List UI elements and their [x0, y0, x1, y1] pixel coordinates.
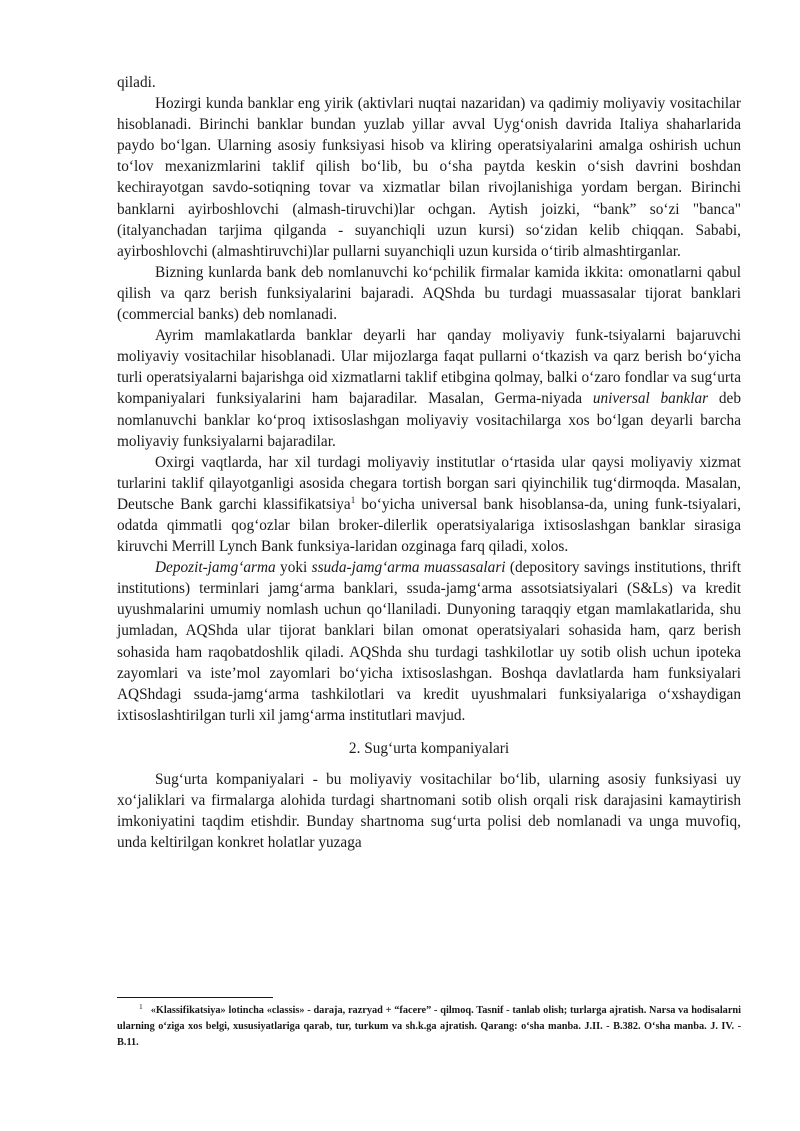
paragraph	[117, 72, 741, 93]
footnote-text: «Klassifikatsiya» lotincha «classis» - daraja, razryad + “facere” - qilmoq. Tasnif - tanlab olish; turlarga ajratish. Narsa va hodisalarni ularning oʻziga xos belgi, xususiyatlariga qarab, tur, turkum va sh.k.ga ajratish. Qarang: oʻsha manba. J.II. - B.382. Oʻsha manba. J. IV. -B.11.	[117, 1005, 741, 1048]
footnote-reference[interactable]: 1	[350, 494, 356, 505]
italic-term: Depozit-jamgʻarma	[155, 559, 276, 577]
paragraph-text: Bizning kunlarda bank deb nomlanuvchi koʻpchilik firmalar kamida ikkita: omonatlarni qabul qilish va qarz berish funksiyalarini bajaradi. AQShda bu turdagi muassasalar tijorat banklari (commercial banks) deb nomlanadi.	[117, 263, 741, 324]
paragraph	[117, 769, 741, 853]
footnote-separator	[117, 997, 273, 998]
document-body	[117, 72, 741, 853]
footnote-mark: 1	[139, 1001, 143, 1011]
paragraph-text: Hozirgi kunda banklar eng yirik (aktivlari nuqtai nazaridan) va qadimiy moliyaviy vositachilar hisoblanadi. Birinchi banklar bundan yuzlab yillar avval Uygʻonish davrida Italiya shaharlarida paydo boʻlgan. Ularning asosiy funksiyasi hisob va kliring operatsiyalarini amalga oshirish uchun toʻlov mexanizmlarini taklif qilish boʻlib, bu oʻsha paytda keskin oʻsish davrini boshdan kechirayotgan savdo-sotiqning tovar va xizmatlar bilan rivojlanishiga yordam bergan. Birinchi banklarni ayirboshlovchi (almash-tiruvchi)lar ochgan. Aytish joizki, “bank” soʻzi "banca" (italyanchadan tarjima qilganda - suyanchiqli uzun kursi) soʻzidan kelib chiqqan. Sababi, ayirboshlovchi (almashtiruvchi)lar pullarni suyanchiqli uzun kursida oʻtirib almashtirganlar.	[117, 95, 741, 260]
paragraph	[117, 452, 741, 557]
paragraph	[117, 325, 741, 452]
paragraph-text: deb nomlanuvchi banklar koʻproq ixtisoslashgan moliyaviy vositachilarga xos boʻlgan deyarli barcha moliyaviy funksiyalarni bajaradilar.	[117, 390, 741, 450]
section-heading: 2. Sugʻurta kompaniyalari	[348, 739, 510, 757]
paragraph-text: Sugʻurta kompaniyalari - bu moliyaviy vositachilar boʻlib, ularning asosiy funksiyasi uy xoʻjaliklari va firmalarga alohida turdagi shartnomani sotib olish orqali risk darajasini kamaytirish imkoniyatini taqdim etishdir. Bunday shartnoma sugʻurta polisi deb nomlanadi va unga muvofiq, unda keltirilgan konkret holatlar yuzaga	[117, 771, 741, 852]
paragraph	[117, 93, 741, 262]
paragraph	[117, 557, 741, 726]
paragraph-text: qiladi.	[117, 74, 156, 91]
paragraph-text: (depository savings institutions, thrift institutions) terminlari jamgʻarma banklari, ssuda-jamgʻarma assotsiatsiyalari (S&Ls) va kredit uyushmalarini umumiy nomlash uchun qoʻllaniladi. Dunyoning taraqqiy etgan mamlakatlarida, shu jumladan, AQShda ular tijorat banklari bilan omonat operatsiyalari sohasida ham, qarz berish sohasida ham raqobatdoshlik qiladi. AQShda shu turdagi tashkilotlar uy sotib olish uchun ipoteka zayomlari va isteʼmol zayomlari boʻyicha ixtisoslashgan. Boshqa davlatlarda ham funksiyalari AQShdagi ssuda-jamgʻarma tashkilotlari va kredit uyushmalari funksiyalariga oʻxshaydigan ixtisoslashtirilgan turli xil jamgʻarma institutlari mavjud.	[117, 559, 741, 724]
paragraph-text: Ayrim mamlakatlarda banklar deyarli har qanday moliyaviy funk-tsiyalarni bajaruvchi moliyaviy vositachilar hisoblanadi. Ular mijozlarga faqat pullarni oʻtkazish va qarz berish boʻyicha turli operatsiyalarni bajarishga oid xizmatlarni taklif etibgina qolmay, balki oʻzaro fondlar va sugʻurta kompaniyalari funksiyalarini ham bajaradilar. Masalan, Germa-niyada	[117, 327, 741, 408]
paragraph-text: yoki	[275, 559, 312, 577]
paragraph	[117, 262, 741, 325]
paragraph-text: Oxirgi vaqtlarda, har xil turdagi moliyaviy institutlar oʻrtasida ular qaysi moliyaviy xizmat turlarini taklif qilayotganligi asosida chegara tortish borgan sari qiyinchilik tugʻdirmoqda. Masalan, Deutsche Bank garchi klassifikatsiya	[117, 453, 741, 513]
footnote	[117, 1003, 741, 1051]
italic-term: ssuda-jamgʻarma muassasalari	[311, 559, 506, 577]
italic-term: universal banklar	[592, 390, 709, 408]
paragraph-text: boʻyicha universal bank hisoblansa-da, uning funk-tsiyalari, odatda qimmatli qogʻozlar bilan broker-dilerlik operatsiyalariga ixtisoslashgan banklar sirasiga kiruvchi Merrill Lynch Bank funksiya-laridan ozginaga farq qiladi, xolos.	[117, 495, 741, 556]
